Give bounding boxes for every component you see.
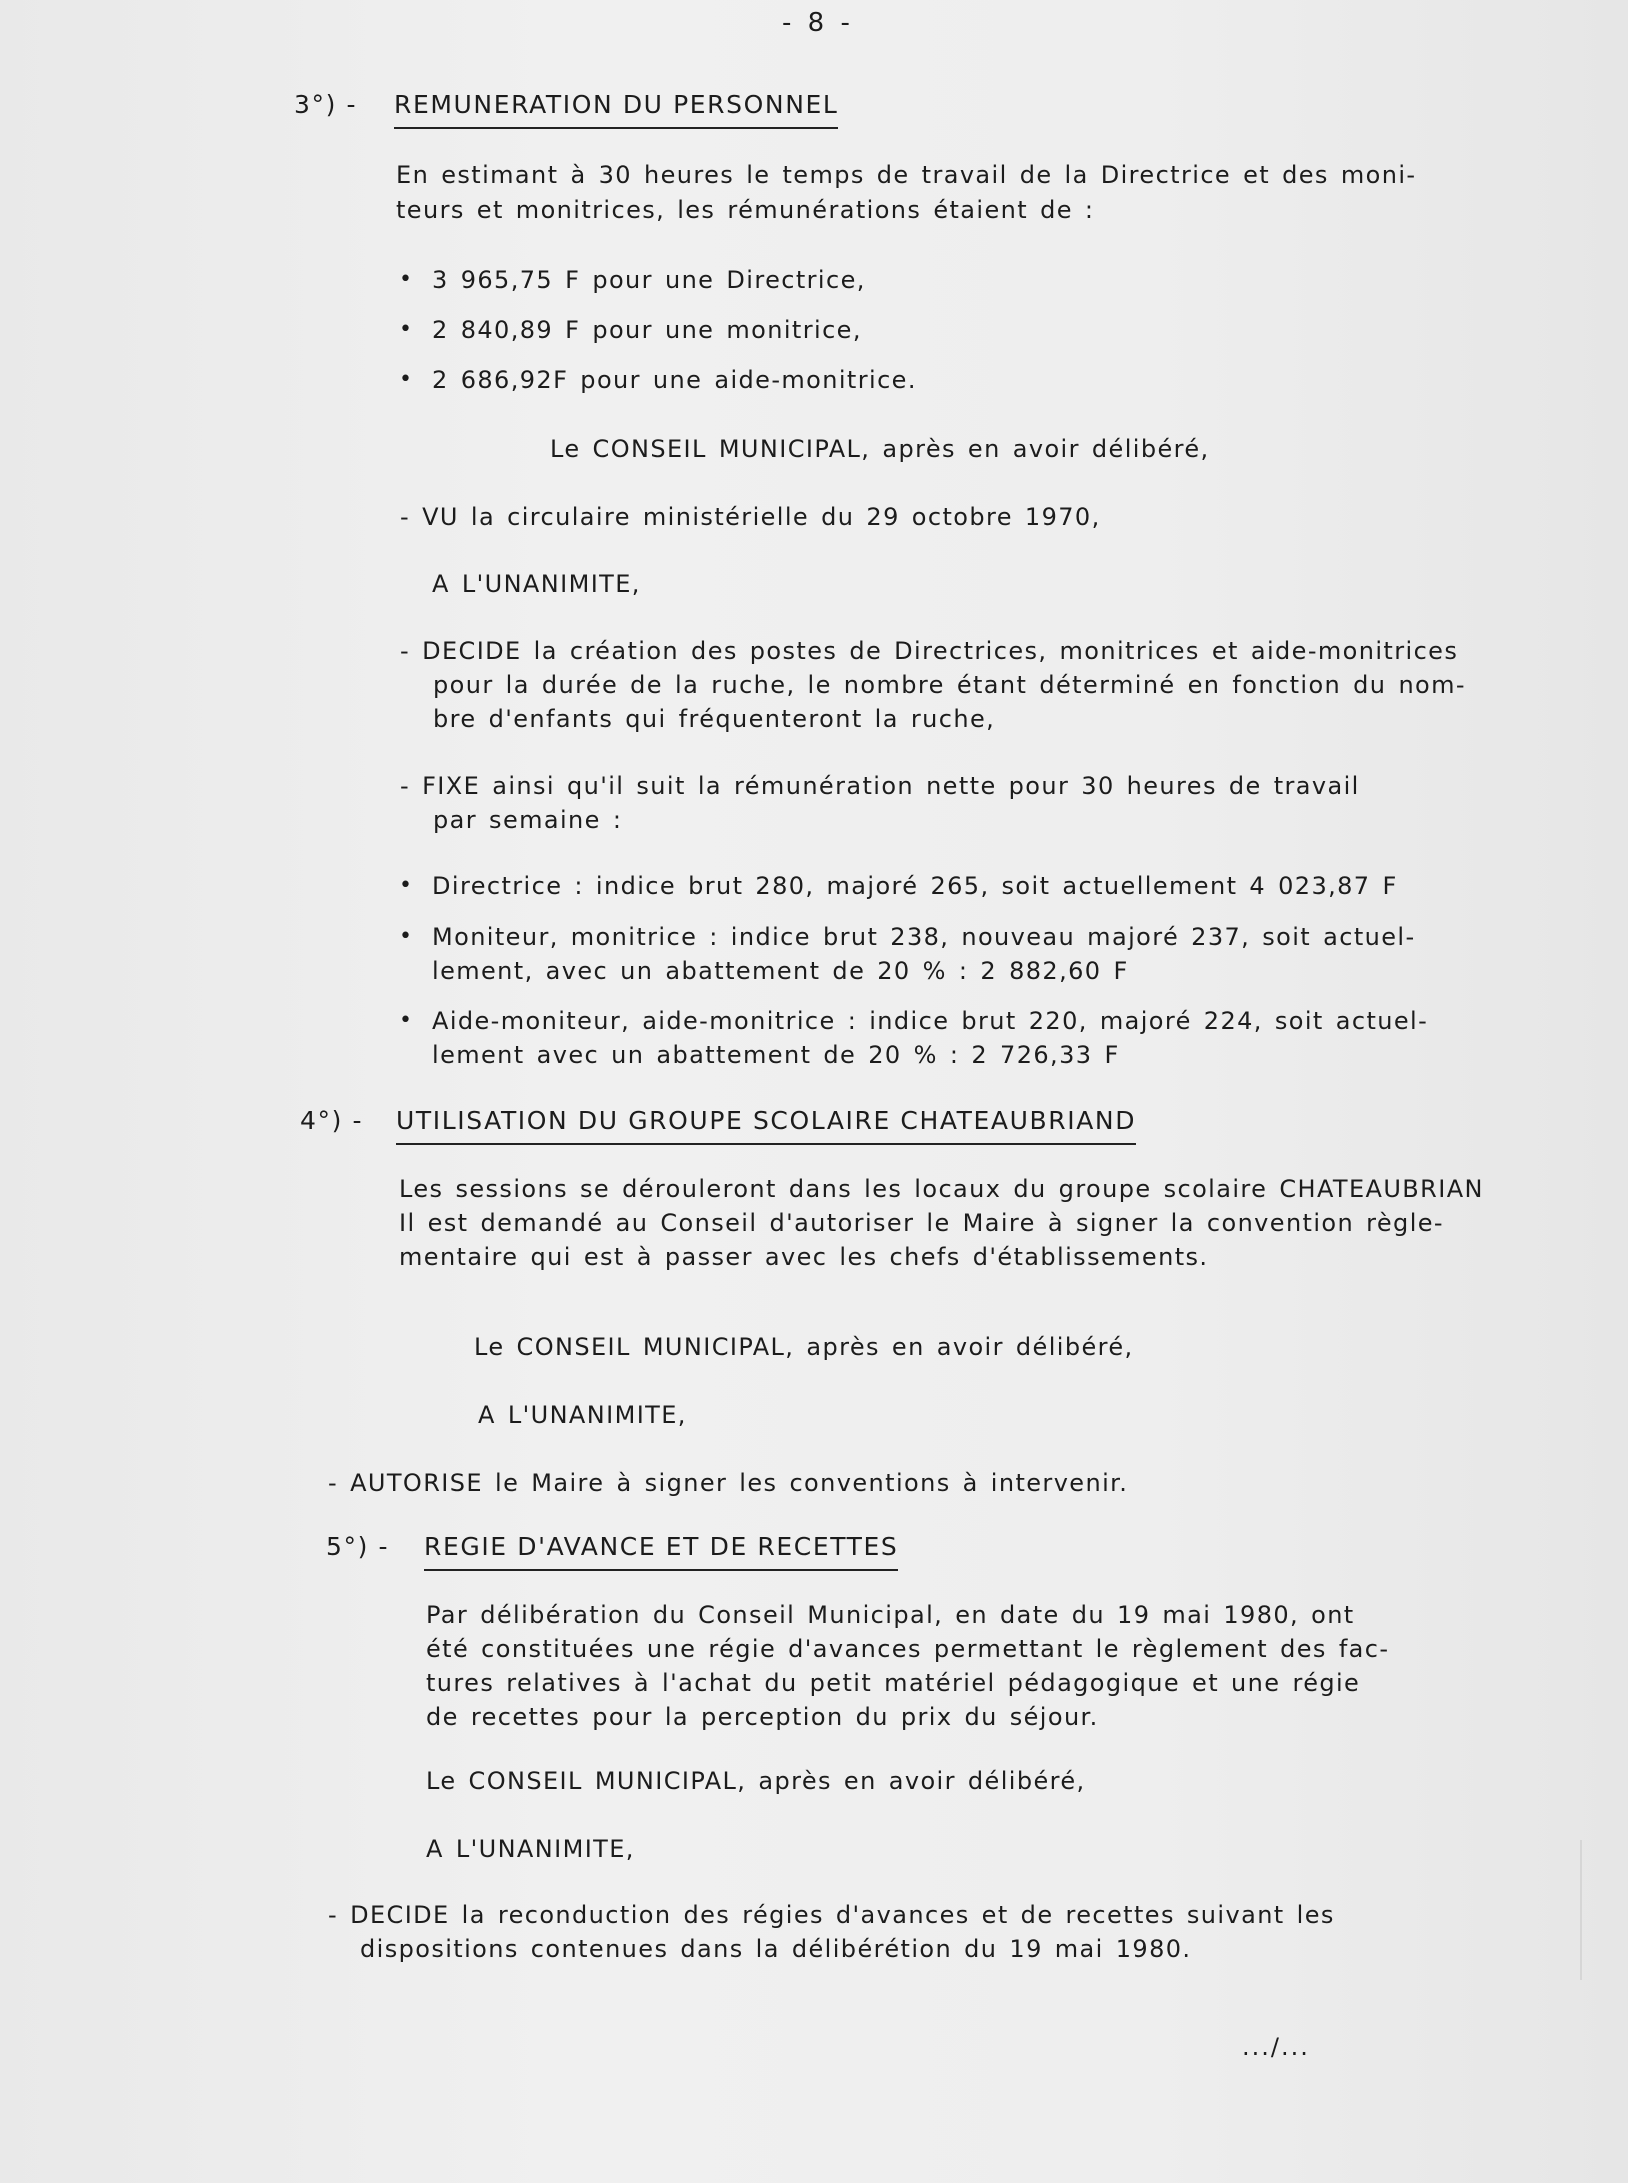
page-number: - 8 - <box>782 8 854 38</box>
salary-item-line: lement, avec un abattement de 20 % : 2 882,60 F <box>432 957 1129 985</box>
decide-clause-line: - DECIDE la création des postes de Directrices, monitrices et aide-monitrices <box>400 637 1459 665</box>
page-edge-mark <box>1580 1840 1582 1980</box>
section-5-body-line: tures relatives à l'achat du petit matériel pédagogique et une régie <box>426 1669 1361 1697</box>
bullet-icon: • <box>399 267 412 292</box>
amount-item: 3 965,75 F pour une Directrice, <box>432 266 866 294</box>
autorise-clause: - AUTORISE le Maire à signer les conventions à intervenir. <box>328 1469 1129 1497</box>
section-3-intro-line: teurs et monitrices, les rémunérations étaient de : <box>396 196 1095 224</box>
fixe-clause-line: - FIXE ainsi qu'il suit la rémunération nette pour 30 heures de travail <box>400 772 1360 800</box>
bullet-icon: • <box>399 924 412 949</box>
salary-item-line: Moniteur, monitrice : indice brut 238, nouveau majoré 237, soit actuel- <box>432 923 1416 951</box>
council-statement: Le CONSEIL MUNICIPAL, après en avoir délibéré, <box>474 1333 1134 1361</box>
section-5-body-line: été constituées une régie d'avances permettant le règlement des fac- <box>426 1635 1390 1663</box>
section-4-body-line: Il est demandé au Conseil d'autoriser le Maire à signer la convention règle- <box>399 1209 1444 1237</box>
vu-clause: - VU la circulaire ministérielle du 29 octobre 1970, <box>400 503 1101 531</box>
unanimity-statement: A L'UNANIMITE, <box>478 1401 687 1429</box>
bullet-icon: • <box>399 317 412 342</box>
section-3-heading <box>394 88 838 129</box>
unanimity-statement: A L'UNANIMITE, <box>432 570 641 598</box>
bullet-icon: • <box>399 1008 412 1033</box>
continuation-mark: .../... <box>1242 2033 1310 2061</box>
bullet-icon: • <box>399 873 412 898</box>
salary-item-line: Aide-moniteur, aide-monitrice : indice brut 220, majoré 224, soit actuel- <box>432 1007 1429 1035</box>
decide-clause-line: bre d'enfants qui fréquenteront la ruche, <box>433 705 996 733</box>
section-3-number: 3°) - <box>294 90 358 119</box>
section-3-intro-line: En estimant à 30 heures le temps de travail de la Directrice et des moni- <box>396 161 1417 189</box>
bullet-icon: • <box>399 367 412 392</box>
section-5-body-line: Par délibération du Conseil Municipal, en date du 19 mai 1980, ont <box>426 1601 1355 1629</box>
unanimity-statement: A L'UNANIMITE, <box>426 1835 635 1863</box>
decide-clause-line: dispositions contenues dans la délibérétion du 19 mai 1980. <box>360 1935 1192 1963</box>
section-5-body-line: de recettes pour la perception du prix du séjour. <box>426 1703 1099 1731</box>
decide-clause-line: pour la durée de la ruche, le nombre étant déterminé en fonction du nom- <box>433 671 1466 699</box>
section-4-body-line: Les sessions se dérouleront dans les locaux du groupe scolaire CHATEAUBRIAN <box>399 1175 1484 1203</box>
decide-clause-line: - DECIDE la reconduction des régies d'avances et de recettes suivant les <box>328 1901 1335 1929</box>
section-4-heading <box>396 1104 1136 1145</box>
council-statement: Le CONSEIL MUNICIPAL, après en avoir délibéré, <box>550 435 1210 463</box>
section-3-title: REMUNERATION DU PERSONNEL <box>394 88 838 129</box>
amount-item: 2 840,89 F pour une monitrice, <box>432 316 862 344</box>
section-4-body-line: mentaire qui est à passer avec les chefs d'établissements. <box>399 1243 1209 1271</box>
salary-item-line: lement avec un abattement de 20 % : 2 726,33 F <box>432 1041 1120 1069</box>
section-5-heading <box>424 1530 898 1571</box>
salary-item-line: Directrice : indice brut 280, majoré 265, soit actuellement 4 023,87 F <box>432 872 1398 900</box>
section-4-number: 4°) - <box>300 1106 364 1135</box>
fixe-clause-line: par semaine : <box>433 806 623 834</box>
council-statement: Le CONSEIL MUNICIPAL, après en avoir délibéré, <box>426 1767 1086 1795</box>
section-5-number: 5°) - <box>326 1532 390 1561</box>
amount-item: 2 686,92F pour une aide-monitrice. <box>432 366 917 394</box>
section-5-title: REGIE D'AVANCE ET DE RECETTES <box>424 1530 898 1571</box>
section-4-title: UTILISATION DU GROUPE SCOLAIRE CHATEAUBRIAND <box>396 1104 1136 1145</box>
